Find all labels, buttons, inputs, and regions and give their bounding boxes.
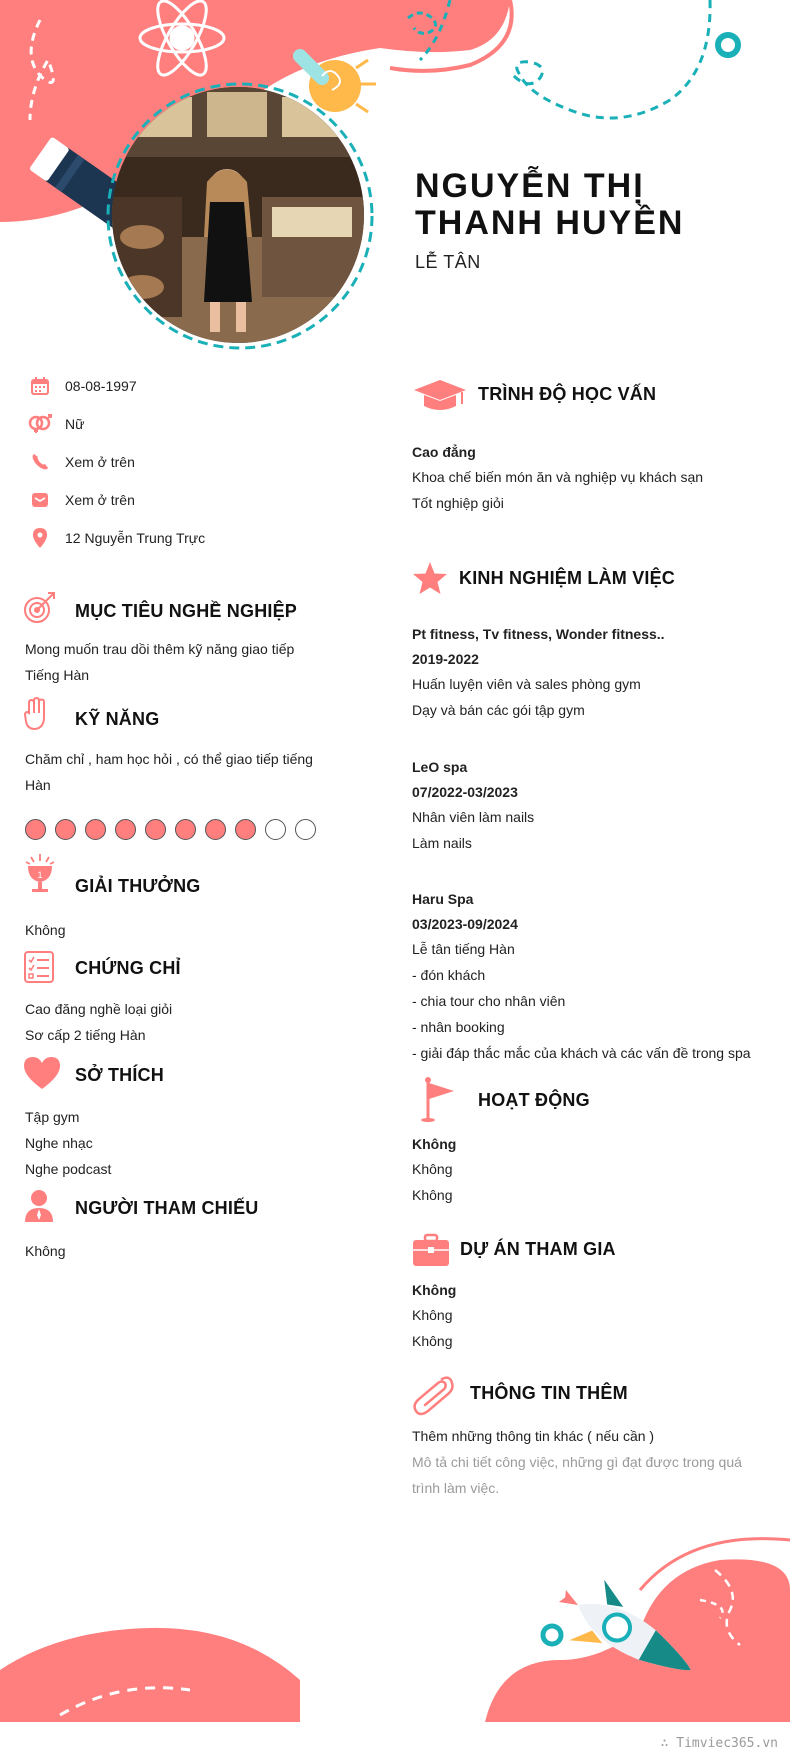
education-title: TRÌNH ĐỘ HỌC VẤN xyxy=(478,384,657,404)
certificate-item-2: Sơ cấp 2 tiếng Hàn xyxy=(25,1027,146,1043)
job-2-company: LeO spa xyxy=(412,759,468,775)
skills-title: KỸ NĂNG xyxy=(75,709,160,729)
projects-item-2: Không xyxy=(412,1333,453,1349)
objective-title: MỤC TIÊU NGHỀ NGHIỆP xyxy=(75,601,298,621)
phone-text: Xem ở trên xyxy=(65,454,135,470)
svg-text:1: 1 xyxy=(37,870,43,880)
job-3-detail-5: - giải đáp thắc mắc của khách và các vấn đề trong spa xyxy=(412,1045,751,1061)
job-3-company: Haru Spa xyxy=(412,891,474,907)
footer-decoration xyxy=(0,1510,800,1754)
additional-line-1: Thêm những thông tin khác ( nếu cần ) xyxy=(412,1428,655,1444)
activities-heading: Không xyxy=(412,1136,457,1152)
info-email xyxy=(25,488,135,512)
email-text: Xem ở trên xyxy=(65,492,135,508)
person-icon xyxy=(23,1188,55,1224)
profile-photo xyxy=(112,87,364,343)
location-pin-icon xyxy=(25,526,55,550)
candidate-position: LỄ TÂN xyxy=(415,252,481,272)
skill-rating-dot xyxy=(25,819,46,840)
info-birthday xyxy=(25,374,137,398)
job-3-period: 03/2023-09/2024 xyxy=(412,916,518,932)
job-1-detail-2: Dạy và bán các gói tập gym xyxy=(412,702,585,718)
references-title: NGƯỜI THAM CHIẾU xyxy=(75,1198,259,1218)
education-result: Tốt nghiệp giỏi xyxy=(412,495,504,511)
activities-item-2: Không xyxy=(412,1187,453,1203)
heart-icon xyxy=(23,1056,61,1090)
awards-title: GIẢI THƯỞNG xyxy=(75,876,201,896)
job-1-period: 2019-2022 xyxy=(412,651,479,667)
skill-rating-dot xyxy=(235,819,256,840)
skills-line-1: Chăm chỉ , ham học hỏi , có thể giao tiếp tiếng xyxy=(25,751,313,767)
job-2-detail-2: Làm nails xyxy=(412,835,472,851)
hobby-item-1: Tập gym xyxy=(25,1109,80,1125)
reference-item-1: Không xyxy=(25,1243,66,1259)
hobbies-title: SỞ THÍCH xyxy=(75,1065,164,1085)
checklist-icon xyxy=(23,950,55,984)
hand-icon xyxy=(23,697,49,731)
objective-line-1: Mong muốn trau dồi thêm kỹ năng giao tiếp xyxy=(25,641,295,657)
skill-rating-dot xyxy=(295,819,316,840)
education-school: Cao đẳng xyxy=(412,444,476,460)
star-icon xyxy=(412,561,448,595)
flag-icon xyxy=(418,1075,458,1123)
objective-line-2: Tiếng Hàn xyxy=(25,667,90,683)
graduation-cap-icon xyxy=(412,378,468,414)
activities-item-1: Không xyxy=(412,1161,453,1177)
info-gender xyxy=(25,412,84,436)
projects-title: DỰ ÁN THAM GIA xyxy=(460,1239,616,1259)
skill-rating-dot xyxy=(55,819,76,840)
trophy-icon xyxy=(23,852,57,894)
hobby-item-2: Nghe nhạc xyxy=(25,1135,93,1151)
skill-rating-dot xyxy=(115,819,136,840)
experience-title: KINH NGHIỆM LÀM VIỆC xyxy=(459,568,676,588)
additional-title: THÔNG TIN THÊM xyxy=(470,1383,628,1403)
skill-rating-dot xyxy=(175,819,196,840)
briefcase-icon xyxy=(412,1233,450,1267)
projects-item-1: Không xyxy=(412,1307,453,1323)
watermark: ∴ Timviec365.vn xyxy=(660,1736,778,1751)
job-3-detail-2: - đón khách xyxy=(412,967,486,983)
target-icon xyxy=(23,590,57,624)
skills-line-2: Hàn xyxy=(25,777,51,793)
job-3-detail-3: - chia tour cho nhân viên xyxy=(412,993,566,1009)
info-address xyxy=(25,526,205,550)
skill-rating-dot xyxy=(205,819,226,840)
info-phone xyxy=(25,450,135,474)
job-2-period: 07/2022-03/2023 xyxy=(412,784,518,800)
job-1-company: Pt fitness, Tv fitness, Wonder fitness.. xyxy=(412,626,665,642)
awards-item-1: Không xyxy=(25,922,66,938)
job-2-detail-1: Nhân viên làm nails xyxy=(412,809,535,825)
birthday-text: 08-08-1997 xyxy=(65,378,137,394)
certificate-item-1: Cao đăng nghề loại giỏi xyxy=(25,1001,173,1017)
skill-rating-dot xyxy=(265,819,286,840)
additional-hint-line-1: Mô tả chi tiết công việc, những gì đạt được trong quá xyxy=(412,1454,742,1470)
certificates-title: CHỨNG CHỈ xyxy=(75,958,181,978)
education-major: Khoa chế biến món ăn và nghiệp vụ khách sạn xyxy=(412,469,704,485)
candidate-name: NGUYỄN THỊ THANH HUYỀN xyxy=(415,167,685,242)
gender-icon xyxy=(25,412,55,436)
job-1-detail-1: Huấn luyện viên và sales phòng gym xyxy=(412,676,641,692)
paperclip-icon xyxy=(412,1373,456,1417)
address-text: 12 Nguyễn Trung Trực xyxy=(65,530,206,546)
additional-hint-line-2: trình làm việc. xyxy=(412,1480,500,1496)
job-3-detail-4: - nhân booking xyxy=(412,1019,505,1035)
email-icon xyxy=(25,488,55,512)
projects-heading: Không xyxy=(412,1282,457,1298)
skill-rating-dot xyxy=(85,819,106,840)
job-3-detail-1: Lễ tân tiếng Hàn xyxy=(412,941,515,957)
calendar-icon xyxy=(25,374,55,398)
hobby-item-3: Nghe podcast xyxy=(25,1161,112,1177)
skill-rating-dot xyxy=(145,819,166,840)
activities-title: HOẠT ĐỘNG xyxy=(478,1090,590,1110)
gender-text: Nữ xyxy=(65,416,85,432)
phone-icon xyxy=(25,450,55,474)
skill-rating xyxy=(25,819,316,840)
